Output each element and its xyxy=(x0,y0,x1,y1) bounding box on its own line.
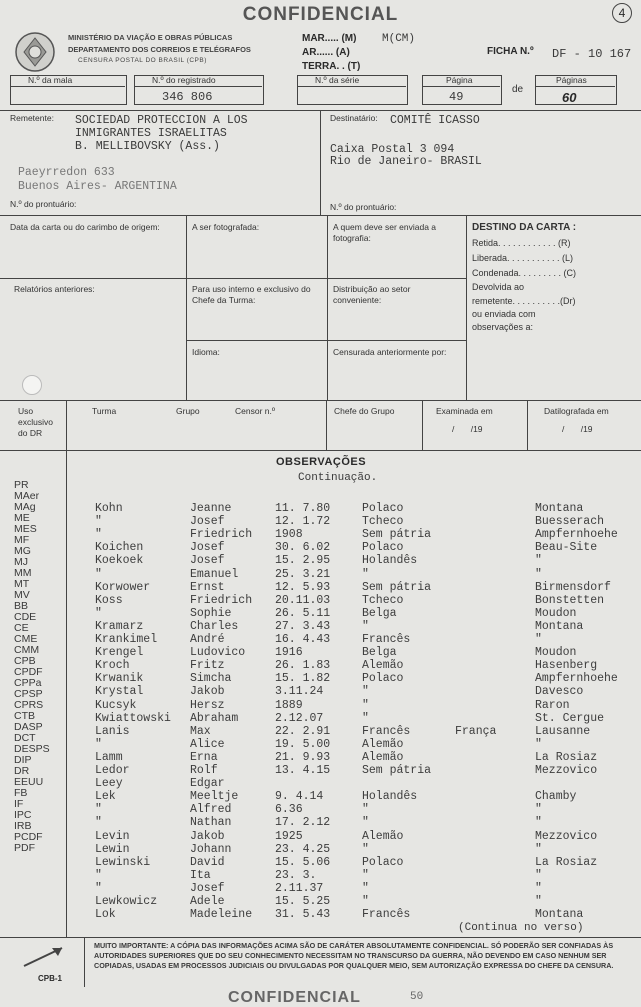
entry-row xyxy=(95,712,635,724)
entry-birth-date: 23. 4.25 xyxy=(275,842,331,856)
entry-nationality: Sem pátria xyxy=(362,580,432,594)
sender-label: Remetente: xyxy=(10,113,54,123)
entry-birth-date: 13. 4.15 xyxy=(275,764,331,777)
entry-row xyxy=(95,502,635,514)
entry-destination: " xyxy=(535,803,542,817)
entry-destination: " xyxy=(535,554,542,568)
destino-title: DESTINO DA CARTA : xyxy=(472,222,577,233)
entry-given-name: Edgar xyxy=(190,777,225,791)
recipient-label: Destinatário: xyxy=(330,113,378,123)
entry-row xyxy=(95,816,635,828)
entry-birth-date: 26. 5.11 xyxy=(275,606,331,620)
entry-destination: Buesserach xyxy=(535,515,605,529)
entry-surname: Koss xyxy=(95,593,123,607)
entry-nationality: Tcheco xyxy=(362,515,404,529)
entry-row xyxy=(95,633,635,645)
grupo-label: Grupo xyxy=(176,406,200,416)
entry-surname: Korwower xyxy=(95,580,151,594)
entry-row xyxy=(95,659,635,671)
side-code: MV xyxy=(14,589,30,601)
entry-row xyxy=(95,672,635,684)
entry-row xyxy=(95,856,635,868)
registrado-value: 346 806 xyxy=(162,90,213,104)
entry-nationality: Polaco xyxy=(362,855,404,869)
entry-nationality: Belga xyxy=(362,646,397,660)
entry-given-name: Meeltje xyxy=(190,790,239,804)
entry-nationality: Alemão xyxy=(362,829,404,843)
entry-row xyxy=(95,777,635,789)
entry-birth-date: 16. 4.43 xyxy=(275,633,331,646)
entry-birth-date: 17. 2.12 xyxy=(275,816,331,830)
entry-destination: Moudon xyxy=(535,606,577,620)
side-code: MES xyxy=(14,523,37,535)
department-label: DEPARTAMENTO DOS CORREIOS E TELÉGRAFOS xyxy=(68,45,251,54)
destino-devolvida-3: ou enviada com xyxy=(472,309,536,319)
entry-surname: Koichen xyxy=(95,541,144,555)
entry-birth-date: 12. 1.72 xyxy=(275,515,331,529)
side-code: CMM xyxy=(14,644,40,656)
entry-surname: " xyxy=(95,803,102,817)
entry-surname: Lewinski xyxy=(95,855,151,869)
entry-given-name: Ernst xyxy=(190,580,225,594)
side-code: IF xyxy=(14,798,24,810)
entry-surname: " xyxy=(95,881,102,895)
entry-surname: Krwanik xyxy=(95,672,144,686)
entry-destination: " xyxy=(535,633,542,646)
entry-destination: " xyxy=(535,816,542,830)
entry-nationality: " xyxy=(362,698,369,712)
entry-surname: Lek xyxy=(95,790,116,804)
de-label: de xyxy=(512,84,524,95)
entry-row xyxy=(95,830,635,842)
entry-row xyxy=(95,699,635,711)
ficha-label: FICHA N.º xyxy=(487,46,534,57)
fotografada-label: A ser fotografada: xyxy=(192,222,260,232)
entry-nationality: " xyxy=(362,895,369,908)
entry-nationality: " xyxy=(362,881,369,895)
entry-nationality: " xyxy=(362,619,369,633)
destino-devolvida-4: observações a: xyxy=(472,322,534,332)
entry-surname: Krankimel xyxy=(95,633,158,646)
enviada-foto-label: A quem deve ser enviada a fotografia: xyxy=(333,222,437,243)
entry-surname: Koekoek xyxy=(95,554,144,568)
entry-surname: Krengel xyxy=(95,646,144,660)
entry-given-name: Emanuel xyxy=(190,567,239,581)
entry-given-name: Charles xyxy=(190,619,239,633)
entry-row xyxy=(95,725,635,737)
entry-birth-date: 1889 xyxy=(275,698,303,712)
entry-birth-date: 1908 xyxy=(275,528,303,542)
coat-of-arms-seal xyxy=(12,30,58,74)
side-code: DIP xyxy=(14,754,32,766)
entry-surname: " xyxy=(95,816,102,830)
form-code: CPB-1 xyxy=(38,974,63,983)
entry-country: França xyxy=(455,724,497,738)
entry-nationality: Sem pátria xyxy=(362,528,432,542)
entry-row xyxy=(95,541,635,553)
entry-birth-date: 3.11.24 xyxy=(275,685,324,699)
entry-nationality: Holandês xyxy=(362,554,418,568)
serie-label: N.º da série xyxy=(315,75,360,85)
side-code: MM xyxy=(14,567,32,579)
data-carta-label: Data da carta ou do carimbo de origem: xyxy=(10,222,160,232)
continuacao-label: Continuação. xyxy=(298,472,378,484)
entry-nationality: " xyxy=(362,711,369,725)
entry-given-name: Alfred xyxy=(190,803,232,817)
destino-liberada: Liberada. . . . . . . . . . . (L) xyxy=(472,253,574,263)
entry-birth-date: 2.12.07 xyxy=(275,711,324,725)
sender-line-2: INMIGRANTES ISRAELITAS xyxy=(75,127,227,140)
side-code: DCT xyxy=(14,732,36,744)
entry-row xyxy=(95,594,635,606)
entry-birth-date: 15. 5.25 xyxy=(275,895,331,908)
entry-row xyxy=(95,895,635,907)
entry-surname: Kwiattowski xyxy=(95,711,171,725)
entry-surname: Ledor xyxy=(95,764,130,777)
entry-birth-date: 15. 2.95 xyxy=(275,554,331,568)
entry-row xyxy=(95,620,635,632)
entry-birth-date: 12. 5.93 xyxy=(275,580,331,594)
entry-given-name: Josef xyxy=(190,515,225,529)
entry-destination: Ampfernhoehe xyxy=(535,528,618,542)
confidentiality-notice xyxy=(94,941,629,971)
entry-birth-date: 21. 9.93 xyxy=(275,750,331,764)
entry-surname: Krystal xyxy=(95,685,144,699)
entry-given-name: Josef xyxy=(190,541,225,555)
entry-given-name: Madeleine xyxy=(190,908,253,922)
entry-given-name: Abraham xyxy=(190,711,239,725)
entry-surname: Kohn xyxy=(95,502,123,515)
destino-retida: Retida. . . . . . . . . . . . (R) xyxy=(472,238,571,248)
entry-row xyxy=(95,908,635,920)
ministry-label: MINISTÉRIO DA VIAÇÃO E OBRAS PÚBLICAS xyxy=(68,33,233,42)
side-code: CTB xyxy=(14,710,35,722)
entry-destination: Hasenberg xyxy=(535,659,598,673)
side-code: MT xyxy=(14,578,30,590)
entry-row xyxy=(95,764,635,776)
censor-label: Censor n.º xyxy=(235,406,275,416)
entry-row xyxy=(95,869,635,881)
entry-given-name: Max xyxy=(190,724,211,738)
examinada-label: Examinada em xyxy=(436,406,493,416)
entry-nationality: Alemão xyxy=(362,737,404,751)
entry-nationality: " xyxy=(362,567,369,581)
entry-destination: Montana xyxy=(535,502,584,515)
bottom-title: CONFIDENCIAL xyxy=(228,989,361,1006)
side-code: CPPa xyxy=(14,677,42,689)
side-code: FB xyxy=(14,787,28,799)
entry-birth-date: 25. 3.21 xyxy=(275,567,331,581)
destino-condenada: Condenada. . . . . . . . . (C) xyxy=(472,268,577,278)
entry-birth-date: 23. 3. xyxy=(275,868,317,882)
sender-prontuario-label: N.º do prontuário: xyxy=(10,199,77,209)
entry-surname: Lanis xyxy=(95,724,130,738)
entry-row xyxy=(95,843,635,855)
entry-destination: Montana xyxy=(535,619,584,633)
side-code: CE xyxy=(14,622,29,634)
entry-destination: " xyxy=(535,737,542,751)
mar-label: MAR..... (M) xyxy=(302,33,357,44)
side-code: MF xyxy=(14,534,30,546)
entry-given-name: Jakob xyxy=(190,685,225,699)
entry-given-name: Friedrich xyxy=(190,528,253,542)
entry-destination: Montana xyxy=(535,908,584,922)
entry-destination: Bonstetten xyxy=(535,593,605,607)
entry-row xyxy=(95,554,635,566)
destino-devolvida-1: Devolvida ao xyxy=(472,282,525,292)
entry-nationality: Belga xyxy=(362,606,397,620)
entry-row xyxy=(95,568,635,580)
page-number-circle-label: 4 xyxy=(618,6,626,20)
entry-surname: " xyxy=(95,606,102,620)
entry-destination: Davesco xyxy=(535,685,584,699)
entry-given-name: Nathan xyxy=(190,816,232,830)
entry-given-name: Ita xyxy=(190,868,211,882)
mala-label: N.º da mala xyxy=(28,75,73,85)
punch-hole xyxy=(22,375,42,395)
entry-birth-date: 20.11.03 xyxy=(275,593,331,607)
entry-destination: Chamby xyxy=(535,790,577,804)
entry-destination: " xyxy=(535,881,542,895)
notice-title: MUITO IMPORTANTE xyxy=(94,941,167,950)
entry-birth-date: 1925 xyxy=(275,829,303,843)
entry-birth-date: 2.11.37 xyxy=(275,881,324,895)
side-code: MJ xyxy=(14,556,28,568)
idioma-label: Idioma: xyxy=(192,347,220,357)
entry-surname: Kucsyk xyxy=(95,698,137,712)
entry-given-name: Jeanne xyxy=(190,502,232,515)
entry-nationality: Tcheco xyxy=(362,593,404,607)
datilografada-label: Datilografada em xyxy=(544,406,609,416)
entry-surname: Kroch xyxy=(95,659,130,673)
entry-birth-date: 27. 3.43 xyxy=(275,619,331,633)
entry-given-name: Simcha xyxy=(190,672,232,686)
entry-destination: St. Cergue xyxy=(535,711,605,725)
side-code: ME xyxy=(14,512,30,524)
entry-given-name: David xyxy=(190,855,225,869)
entry-surname: Lamm xyxy=(95,750,123,764)
entry-nationality: " xyxy=(362,868,369,882)
entry-nationality: Polaco xyxy=(362,502,404,515)
entry-nationality: " xyxy=(362,685,369,699)
observacoes-title: OBSERVAÇÕES xyxy=(276,456,367,468)
side-code: PR xyxy=(14,479,29,491)
recipient-line-3: Rio de Janeiro- BRASIL xyxy=(330,155,482,168)
entry-given-name: Adele xyxy=(190,895,225,908)
entry-birth-date: 11. 7.80 xyxy=(275,502,331,515)
entry-row xyxy=(95,685,635,697)
side-code: CPSP xyxy=(14,688,43,700)
entry-nationality: Alemão xyxy=(362,659,404,673)
entry-surname: Kramarz xyxy=(95,619,144,633)
entry-row xyxy=(95,528,635,540)
entry-row xyxy=(95,751,635,763)
entry-birth-date: 9. 4.14 xyxy=(275,790,324,804)
chefe-grupo-label: Chefe do Grupo xyxy=(334,406,395,416)
entry-given-name: Rolf xyxy=(190,764,218,777)
paginas-label: Páginas xyxy=(556,75,587,85)
entry-destination: " xyxy=(535,895,542,908)
entry-destination: Mezzovico xyxy=(535,764,598,777)
side-code: MAg xyxy=(14,501,36,513)
recipient-prontuario-label: N.º do prontuário: xyxy=(330,202,397,212)
paginas-value: 60 xyxy=(562,90,577,105)
side-code: CPDF xyxy=(14,666,43,678)
recipient-name: COMITÊ ICASSO xyxy=(390,114,480,127)
terra-label: TERRA. . (T) xyxy=(302,61,361,72)
sender-line-5: Buenos Aires- ARGENTINA xyxy=(18,180,177,193)
side-code: PCDF xyxy=(14,831,43,843)
entry-birth-date: 15. 1.82 xyxy=(275,672,331,686)
entry-surname: Lok xyxy=(95,908,116,922)
side-code: DASP xyxy=(14,721,43,733)
examinada-date: / /19 xyxy=(452,424,483,434)
uso-interno-label: Para uso interno e exclusivo do Chefe da Turma: xyxy=(192,284,311,305)
entry-row xyxy=(95,515,635,527)
side-code: IPC xyxy=(14,809,32,821)
entry-given-name: Josef xyxy=(190,554,225,568)
arrow-icon xyxy=(18,942,70,972)
side-code: CPRS xyxy=(14,699,44,711)
entry-birth-date: 22. 2.91 xyxy=(275,724,331,738)
entry-row xyxy=(95,738,635,750)
entry-destination: " xyxy=(535,868,542,882)
entry-given-name: Jakob xyxy=(190,829,225,843)
side-code: DESPS xyxy=(14,743,50,755)
entry-birth-date: 19. 5.00 xyxy=(275,737,331,751)
side-code: CME xyxy=(14,633,38,645)
ficha-number: DF - 10 167 xyxy=(552,47,632,61)
censurada-label: Censurada anteriormente por: xyxy=(333,347,447,357)
datilografada-date: / /19 xyxy=(562,424,593,434)
entry-given-name: Alice xyxy=(190,737,225,751)
side-code: CDE xyxy=(14,611,37,623)
pagina-value: 49 xyxy=(449,90,464,104)
entry-surname: " xyxy=(95,737,102,751)
entry-surname: Lewin xyxy=(95,842,130,856)
recipient-line-2: Caixa Postal 3 094 xyxy=(330,143,455,156)
entry-given-name: Josef xyxy=(190,881,225,895)
entry-nationality: Francês xyxy=(362,724,411,738)
entry-given-name: Hersz xyxy=(190,698,225,712)
entry-surname: " xyxy=(95,868,102,882)
entry-destination: Ampfernhoehe xyxy=(535,672,618,686)
sender-line-1: SOCIEDAD PROTECCION A LOS xyxy=(75,114,248,127)
entry-nationality: " xyxy=(362,803,369,817)
side-code: BB xyxy=(14,600,29,612)
entry-row xyxy=(95,646,635,658)
notice-text: : A CÓPIA DAS INFORMAÇÕES ACIMA SÃO DE CARÁTER ABSOLUTAMENTE CONFIDENCIAL. SÓ PODERÃO SER CONFIADAS ÀS AUTORIDADES SUPERIORES QUE DO SEU CONHECIMENTO NECESSITAM NO TRANSCURSO DA GUERRA, NÃO DEVENDO EM CASO NENHUM SER COPIADAS, USADAS EM PROCESSOS JUDICIAIS OU DIVULGADAS POR QUALQUER MEIO, SEM AUTORIZAÇÃO EXPRESSA DO CHEFE DA CENSURA. xyxy=(94,941,614,970)
page-number-circle xyxy=(612,3,632,23)
entry-destination: Beau-Site xyxy=(535,541,598,555)
entry-given-name: Friedrich xyxy=(190,593,253,607)
side-code: MAer xyxy=(14,490,40,502)
destino-devolvida-2: remetente. . . . . . . . . .(Dr) xyxy=(472,296,576,306)
transport-mode-value: M(CM) xyxy=(382,33,416,45)
entry-given-name: Johann xyxy=(190,842,232,856)
entry-destination: Lausanne xyxy=(535,724,591,738)
side-code: DR xyxy=(14,765,30,777)
bottom-page-number: 50 xyxy=(410,991,424,1003)
entry-nationality: Polaco xyxy=(362,672,404,686)
entry-surname: Levin xyxy=(95,829,130,843)
entry-given-name: André xyxy=(190,633,225,646)
registrado-label: N.º do registrado xyxy=(152,75,216,85)
entry-birth-date: 15. 5.06 xyxy=(275,855,331,869)
entry-nationality: Sem pátria xyxy=(362,764,432,777)
entry-destination: La Rosiaz xyxy=(535,750,598,764)
entry-destination: " xyxy=(535,842,542,856)
entry-nationality: Francês xyxy=(362,633,411,646)
turma-label: Turma xyxy=(92,406,117,416)
entry-birth-date: 26. 1.83 xyxy=(275,659,331,673)
continua-label: (Continua no verso) xyxy=(458,922,584,934)
entry-row xyxy=(95,790,635,802)
entry-birth-date: 30. 6.02 xyxy=(275,541,331,555)
entry-surname: Lewkowicz xyxy=(95,895,158,908)
entry-nationality: Alemão xyxy=(362,750,404,764)
entry-nationality: " xyxy=(362,842,369,856)
document-title: CONFIDENCIAL xyxy=(242,4,399,25)
side-code: IRB xyxy=(14,820,32,832)
entry-nationality: Polaco xyxy=(362,541,404,555)
ar-label: AR...... (A) xyxy=(302,47,350,58)
entry-destination: Birmensdorf xyxy=(535,580,611,594)
entry-nationality: Francês xyxy=(362,908,411,922)
entry-nationality: Holandês xyxy=(362,790,418,804)
relatorios-label: Relatórios anteriores: xyxy=(14,284,95,294)
entry-birth-date: 6.36 xyxy=(275,803,303,817)
entry-destination: La Rosiaz xyxy=(535,855,598,869)
entry-given-name: Sophie xyxy=(190,606,232,620)
side-code: MG xyxy=(14,545,31,557)
entry-given-name: Fritz xyxy=(190,659,225,673)
entry-given-name: Erna xyxy=(190,750,218,764)
entry-row xyxy=(95,803,635,815)
entry-given-name: Ludovico xyxy=(190,646,246,660)
entry-nationality: " xyxy=(362,816,369,830)
side-code: CPB xyxy=(14,655,36,667)
entry-destination: Moudon xyxy=(535,646,577,660)
side-code: PDF xyxy=(14,842,35,854)
entry-surname: " xyxy=(95,528,102,542)
censorship-label: CENSURA POSTAL DO BRASIL (CPB) xyxy=(78,57,207,64)
entry-destination: Mezzovico xyxy=(535,829,598,843)
sender-line-3: B. MELLIBOVSKY (Ass.) xyxy=(75,140,220,153)
entry-row xyxy=(95,607,635,619)
sender-line-4: Paeyrredon 633 xyxy=(18,166,115,179)
entry-row xyxy=(95,882,635,894)
pagina-label: Página xyxy=(446,75,473,85)
entry-surname: " xyxy=(95,567,102,581)
entry-row xyxy=(95,581,635,593)
side-code: EEUU xyxy=(14,776,44,788)
distribuicao-label: Distribuição ao setor conveniente: xyxy=(333,284,411,305)
entry-destination: " xyxy=(535,567,542,581)
entry-destination: Raron xyxy=(535,698,570,712)
uso-dr-label: Uso exclusivo do DR xyxy=(18,406,53,438)
entry-surname: Leey xyxy=(95,777,123,791)
entry-birth-date: 1916 xyxy=(275,646,303,660)
entry-surname: " xyxy=(95,515,102,529)
entry-birth-date: 31. 5.43 xyxy=(275,908,331,922)
